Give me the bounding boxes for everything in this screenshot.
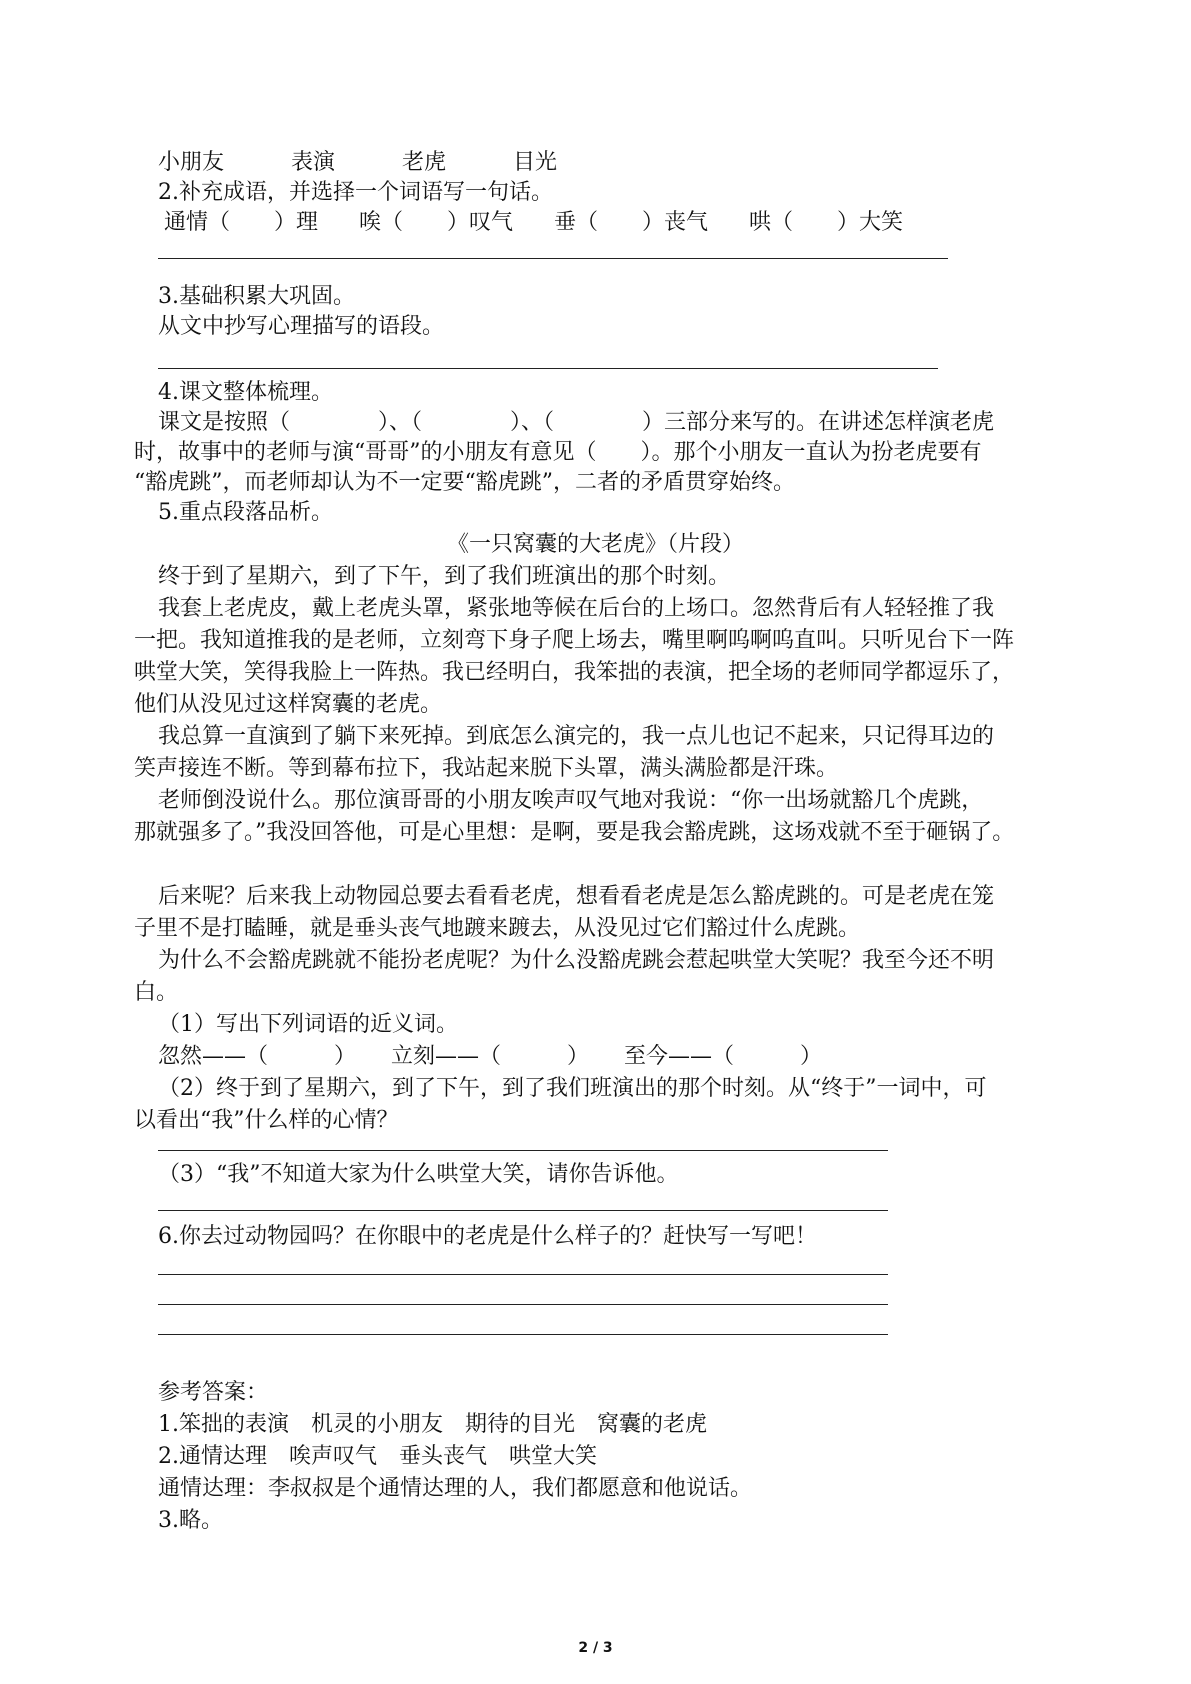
q1-word: 表演 xyxy=(291,150,336,175)
passage-line: 我套上老虎皮，戴上老虎头罩，紧张地等候在后台的上场口。忽然背后有人轻轻推了我 xyxy=(158,596,995,621)
answer-line[interactable] xyxy=(158,258,948,259)
synonym-blank: 至今——（ ） xyxy=(624,1044,823,1069)
synonym-blank: 忽然——（ ） xyxy=(158,1044,357,1069)
passage-line: 哄堂大笑，笑得我脸上一阵热。我已经明白，我笨拙的表演，把全场的老师同学都逗乐了， xyxy=(134,660,1015,685)
answer-line-text: 1.笨拙的表演 机灵的小朋友 期待的目光 窝囊的老虎 xyxy=(158,1412,707,1437)
q4-line: “豁虎跳”，而老师却认为不一定要“豁虎跳”，二者的矛盾贯穿始终。 xyxy=(134,470,795,495)
passage-line: 终于到了星期六，到了下午，到了我们班演出的那个时刻。 xyxy=(158,564,731,589)
answers-title: 参考答案： xyxy=(158,1380,269,1405)
idiom-blank: 唉（ ）叹气 xyxy=(359,210,514,235)
passage-line: 笑声接连不断。等到幕布拉下，我站起来脱下头罩，满头满脸都是汗珠。 xyxy=(134,756,839,781)
q3-title: 3.基础积累大巩固。 xyxy=(158,284,355,309)
passage-title: 《一只窝囊的大老虎》（片段） xyxy=(446,532,744,557)
q1-word: 老虎 xyxy=(402,150,447,175)
q1-word-list xyxy=(158,148,617,178)
q5-sub3: （3）“我”不知道大家为什么哄堂大笑，请你告诉他。 xyxy=(158,1162,679,1187)
passage-line: 子里不是打瞌睡，就是垂头丧气地踱来踱去，从没见过它们豁过什么虎跳。 xyxy=(134,916,861,941)
q5-sub2-line: （2）终于到了星期六，到了下午，到了我们班演出的那个时刻。从“终于”一词中，可 xyxy=(158,1076,987,1101)
q4-line: 课文是按照（ ）、（ ）、（ ）三部分来写的。在讲述怎样演老虎 xyxy=(158,410,995,435)
q2-title: 2.补充成语，并选择一个词语写一句话。 xyxy=(158,180,553,205)
q5-title: 5.重点段落品析。 xyxy=(158,500,333,525)
answer-line[interactable] xyxy=(158,1210,888,1211)
idiom-blank: 通情（ ）理 xyxy=(164,210,319,235)
answer-line[interactable] xyxy=(158,1274,888,1275)
q5-sub2-line: 以看出“我”什么样的心情？ xyxy=(134,1108,399,1133)
passage-line: 一把。我知道推我的是老师，立刻弯下身子爬上场去，嘴里啊呜啊呜直叫。只听见台下一阵 xyxy=(134,628,1015,653)
synonym-list xyxy=(158,1042,850,1072)
passage-line: 他们从没见过这样窝囊的老虎。 xyxy=(134,692,443,717)
q4-line: 时，故事中的老师与演“哥哥”的小朋友有意见（ ）。那个小朋友一直认为扮老虎要有 xyxy=(134,440,982,465)
synonym-blank: 立刻——（ ） xyxy=(391,1044,590,1069)
q1-word: 小朋友 xyxy=(158,150,225,175)
answer-line-text: 3.略。 xyxy=(158,1508,223,1533)
answer-line[interactable] xyxy=(158,368,938,369)
q1-word: 目光 xyxy=(513,150,558,175)
passage-line: 那就强多了。”我没回答他，可是心里想：是啊，要是我会豁虎跳，这场戏就不至于砸锅了。 xyxy=(134,820,1015,845)
answer-line[interactable] xyxy=(158,1150,888,1151)
idiom-blank: 哄（ ）大笑 xyxy=(749,210,904,235)
q6-title: 6.你去过动物园吗？在你眼中的老虎是什么样子的？赶快写一写吧！ xyxy=(158,1224,817,1249)
answer-line[interactable] xyxy=(158,1304,888,1305)
passage-line: 我总算一直演到了躺下来死掉。到底怎么演完的，我一点儿也记不起来，只记得耳边的 xyxy=(158,724,995,749)
passage-line: 为什么不会豁虎跳就不能扮老虎呢？为什么没豁虎跳会惹起哄堂大笑呢？我至今还不明 xyxy=(158,948,995,973)
q2-idiom-list xyxy=(164,208,937,238)
answer-line[interactable] xyxy=(158,1334,888,1335)
q3-text: 从文中抄写心理描写的语段。 xyxy=(158,314,445,339)
page-number: 2 / 3 xyxy=(578,1640,613,1656)
passage-line: 老师倒没说什么。那位演哥哥的小朋友唉声叹气地对我说：“你一出场就豁几个虎跳， xyxy=(158,788,984,813)
answer-line-text: 通情达理：李叔叔是个通情达理的人，我们都愿意和他说话。 xyxy=(158,1476,753,1501)
q5-sub1-title: （1）写出下列词语的近义词。 xyxy=(158,1012,458,1037)
idiom-blank: 垂（ ）丧气 xyxy=(554,210,709,235)
q4-title: 4.课文整体梳理。 xyxy=(158,380,333,405)
answer-line-text: 2.通情达理 唉声叹气 垂头丧气 哄堂大笑 xyxy=(158,1444,597,1469)
passage-line: 白。 xyxy=(134,980,179,1005)
passage-line: 后来呢？后来我上动物园总要去看看老虎，想看看老虎是怎么豁虎跳的。可是老虎在笼 xyxy=(158,884,995,909)
